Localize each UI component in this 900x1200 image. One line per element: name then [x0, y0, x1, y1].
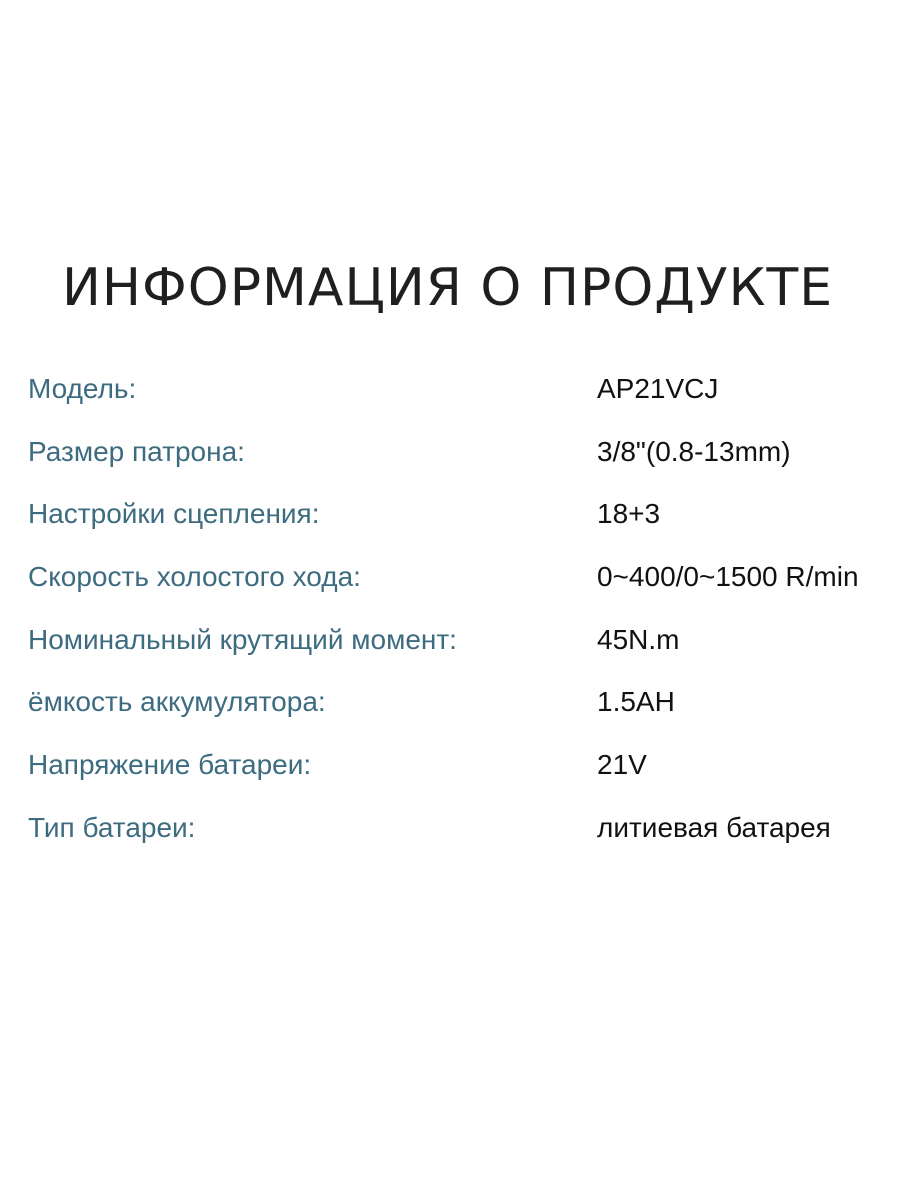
spec-label: Тип батареи:	[28, 811, 196, 843]
spec-label: Напряжение батареи:	[28, 749, 312, 781]
spec-value: AP21VCJ	[597, 373, 719, 404]
spec-label: Скорость холостого хода:	[28, 561, 361, 593]
spec-row-battery-voltage	[28, 741, 888, 804]
spec-value: 3/8"(0.8-13mm)	[597, 435, 791, 467]
spec-label: Модель:	[28, 373, 137, 404]
spec-list	[28, 365, 888, 867]
spec-label: Настройки сцепления:	[28, 498, 320, 530]
spec-value: 0~400/0~1500 R/min	[597, 561, 859, 593]
spec-value: 45N.m	[597, 623, 680, 655]
spec-row-chuck-size	[28, 428, 888, 491]
spec-value: литиевая батарея	[597, 811, 831, 843]
spec-row-model	[28, 365, 888, 428]
spec-row-torque	[28, 616, 888, 679]
spec-value: 21V	[597, 749, 647, 781]
spec-row-clutch-settings	[28, 490, 888, 553]
spec-label: Размер патрона:	[28, 435, 245, 467]
spec-row-idle-speed	[28, 553, 888, 616]
page-title: ИНФОРМАЦИЯ О ПРОДУКТЕ	[62, 258, 834, 318]
spec-label: Номинальный крутящий момент:	[28, 623, 457, 655]
spec-row-battery-type	[28, 804, 888, 867]
spec-label: ёмкость аккумулятора:	[28, 686, 326, 718]
spec-value: 18+3	[597, 498, 661, 530]
spec-row-battery-capacity	[28, 678, 888, 741]
spec-value: 1.5AH	[597, 686, 675, 718]
